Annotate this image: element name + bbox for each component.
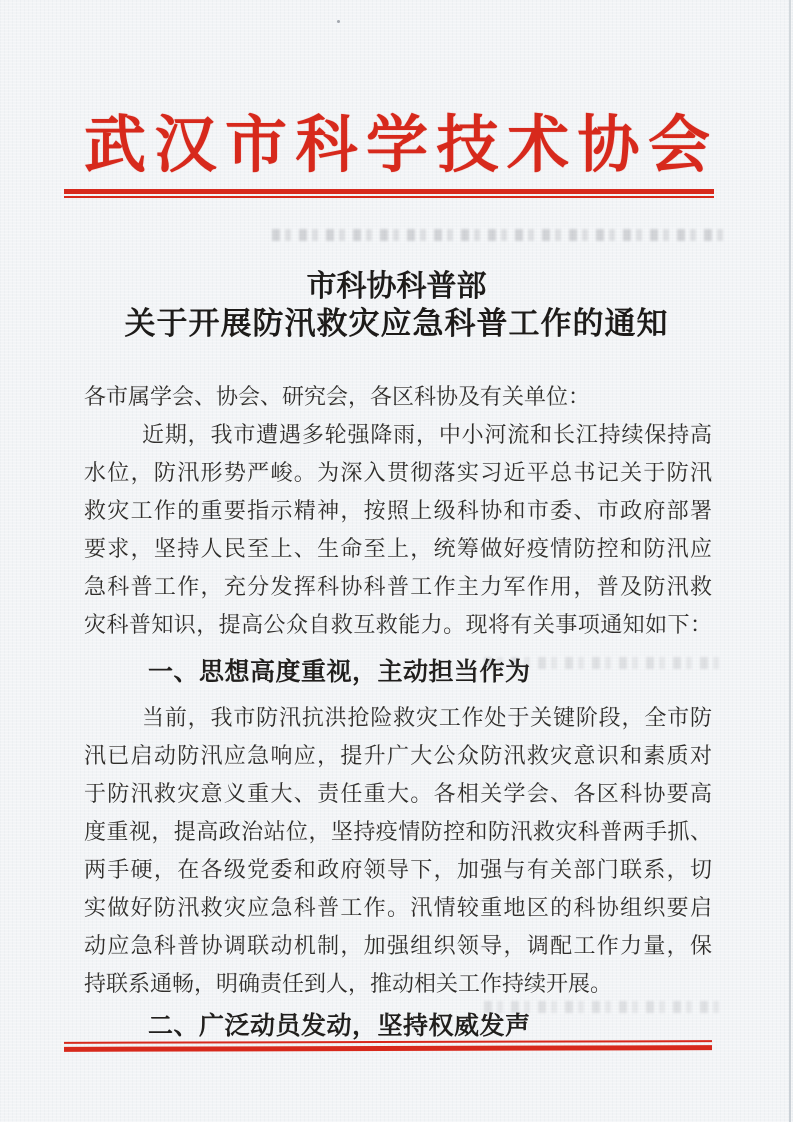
footer-divider-rule	[64, 1040, 712, 1052]
body-line: 持联系通畅，明确责任到人，推动相关工作持续开展。	[84, 971, 613, 996]
body-line: 于防汛救灾意义重大、责任重大。各相关学会、各区科协要高	[84, 781, 712, 806]
body-line: 当前，我市防汛抗洪抢险救灾工作处于关键阶段，全市防	[142, 705, 712, 730]
body-line: 动应急科普协调联动机制，加强组织领导，调配工作力量，保	[84, 933, 712, 958]
scan-edge-shadow	[789, 0, 791, 1122]
body-line: 汛已启动防汛应急响应，提升广大公众防汛救灾意识和素质对	[84, 743, 712, 768]
body-line: 度重视，提高政治站位，坚持疫情防控和防汛救灾科普两手抓、	[84, 819, 712, 844]
document-title: 关于开展防汛救灾应急科普工作的通知	[124, 306, 669, 341]
body-line: 近期，我市遭遇多轮强降雨，中小河流和长江持续保持高	[142, 422, 712, 447]
rule-thick-line	[64, 1045, 712, 1052]
body-line: 急科普工作，充分发挥科协科普工作主力军作用，普及防汛救	[84, 574, 712, 599]
body-line: 实做好防汛救灾应急科普工作。汛情较重地区的科协组织要启	[84, 895, 712, 920]
body-line: 灾科普知识，提高公众自救互救能力。现将有关事项通知如下：	[84, 612, 712, 637]
bleed-through-artifact	[484, 1001, 726, 1013]
letterhead-divider-rule	[64, 189, 714, 198]
letterhead-org-name: 武汉市科学技术协会	[84, 112, 710, 180]
body-line: 要求，坚持人民至上、生命至上，统筹做好疫情防控和防汛应	[84, 536, 712, 561]
bleed-through-artifact	[272, 229, 730, 241]
rule-thin-line	[64, 196, 714, 198]
section-1-heading: 一、思想高度重视，主动担当作为	[148, 658, 531, 686]
body-line: 救灾工作的重要指示精神，按照上级科协和市委、市政府部署	[84, 498, 712, 523]
document-subtitle-department: 市科协科普部	[306, 270, 487, 303]
document-body	[84, 378, 712, 1045]
body-line: 水位，防汛形势严峻。为深入贯彻落实习近平总书记关于防汛	[84, 460, 712, 485]
scan-speck	[337, 20, 340, 23]
section-2-heading: 二、广泛动员发动，坚持权威发声	[148, 1012, 531, 1040]
salutation-line: 各市属学会、协会、研究会，各区科协及有关单位：	[84, 384, 591, 409]
bleed-through-artifact	[484, 657, 720, 669]
body-line: 两手硬，在各级党委和政府领导下，加强与有关部门联系，切	[84, 857, 712, 882]
